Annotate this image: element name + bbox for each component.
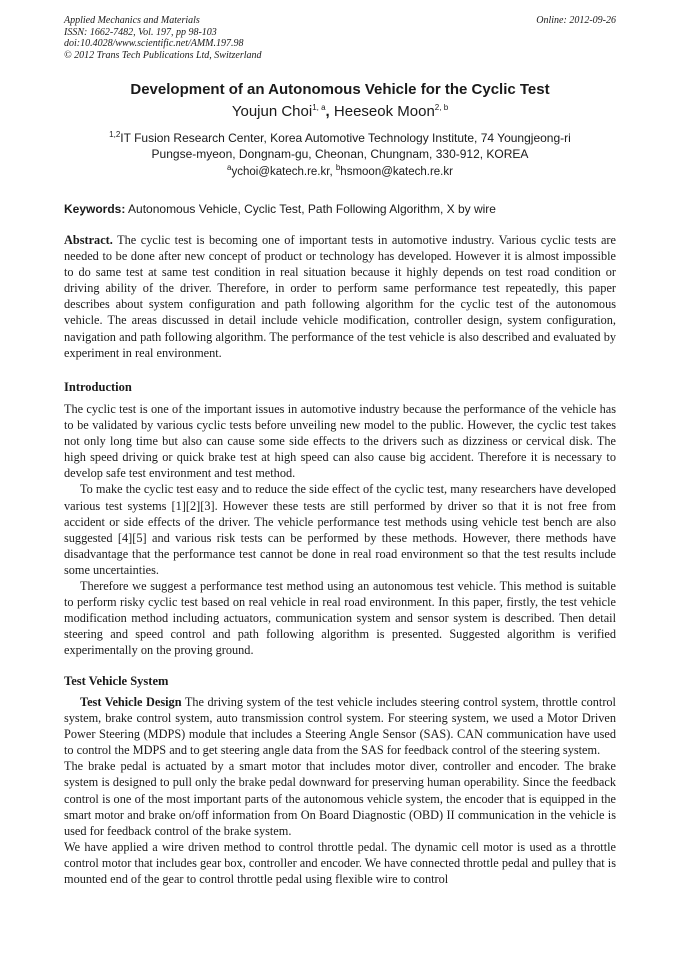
author-separator: ,: [325, 103, 334, 120]
abstract-label: Abstract.: [64, 233, 113, 247]
affiliation-line-2: Pungse-myeon, Dongnam-gu, Cheonan, Chungnam, 330-912, KOREA: [151, 147, 529, 161]
paper-title: Development of an Autonomous Vehicle for the Cyclic Test: [130, 81, 550, 98]
keywords-text: Autonomous Vehicle, Cyclic Test, Path Following Algorithm, X by wire: [125, 202, 496, 216]
introduction-paragraph-1: The cyclic test is one of the important issues in automotive industry because the performance of the vehicle has to be validated by various cyclic tests before unveiling new model to the public. However, the cyclic test takes not only long time but also can cause some side effects to the drivers such as dizziness or cervical disk. The high speed driving or quick brake test at high speed can also cause big accident. Therefore it is necessary to develop safe test environment and test method.: [64, 402, 616, 481]
email-a-sup: a: [227, 163, 232, 173]
introduction-heading: Introduction: [64, 380, 132, 394]
test-vehicle-body: [64, 694, 616, 887]
email-b[interactable]: hsmoon@katech.re.kr: [340, 166, 453, 178]
author-2-sup: 2, b: [434, 103, 449, 112]
abstract: [64, 232, 616, 361]
introduction-paragraph-3: Therefore we suggest a performance test method using an autonomous test vehicle. This method is suitable to perform risky cyclic test based on real vehicle in real road environment. In this paper, firstly, the test vehicle modification method including actuators, communication system and sensor system is described. Then detail steering and speed control and path following algorithm is presented. Suggested algorithm is verified experimentally on the proving ground.: [64, 579, 616, 658]
test-vehicle-paragraph-1: The driving system of the test vehicle includes steering control system, throttle control system, brake control system, auto transmission control system. For steering system, we used a Motor Driven Power Steering (MDPS) module that includes a Steering Angle Sensor (SAS). CAN communication have used to control the MDPS and to get steering angle data from the SAS for feedback control of the steering system.: [64, 695, 616, 758]
affiliation-sup: 1,2: [109, 130, 121, 139]
test-vehicle-paragraph-3: We have applied a wire driven method to control throttle pedal. The dynamic cell motor is used as a throttle control motor that includes gear box, controller and encoder. We have connected throttle pedal and pulley that is mounted end of the gear to control throttle pedal using flexible wire to control: [64, 839, 616, 887]
online-date: Online: 2012-09-26: [536, 15, 616, 26]
email-b-sup: b: [335, 163, 341, 173]
email-line: [64, 165, 616, 180]
author-line: [64, 103, 616, 121]
author-1-sup: 1, a: [312, 103, 326, 112]
email-a[interactable]: ychoi@katech.re.kr: [231, 166, 330, 178]
author-2-name: Heeseok Moon: [333, 103, 435, 120]
introduction-paragraph-2: To make the cyclic test easy and to reduce the side effect of the cyclic test, many researchers have developed various test systems [1][2][3]. However these tests are still performed by driver so that it is not free from accident or side effects of the driver. The vehicle performance test methods using vehicle test bench are also suggested [4][5] and various risk tests can be performed by these methods. However, there methods have disadvantage that the performance test cannot be done in real road environment so that the test results include some uncertainties.: [64, 482, 616, 577]
affiliation: [64, 130, 616, 162]
issn-line: ISSN: 1662-7482, Vol. 197, pp 98-103: [64, 26, 217, 38]
test-vehicle-design-runin: Test Vehicle Design: [80, 695, 182, 709]
affiliation-line-1: IT Fusion Research Center, Korea Automotive Technology Institute, 74 Youngjeong-ri: [120, 131, 571, 145]
author-1-name: Youjun Choi: [231, 103, 313, 120]
abstract-text: The cyclic test is becoming one of important tests in automotive industry. Various cyclic tests are needed to be done after new concept of product or technology has developed. However it is almost impossible to do same test at same test condition in real situation because it highly depends on test road condition or driving ability of the driver. Therefore, in order to perform same performance test repeatedly, this paper describes about system configuration and path following algorithm for the cyclic test of the autonomous vehicle. The areas discussed in detail include vehicle modification, controller design, system configuration, navigation and path following algorithm. The performance of the test vehicle is also described and evaluated by experiment in real environment.: [64, 233, 616, 360]
email-separator: ,: [329, 166, 336, 178]
journal-header: [64, 15, 616, 61]
journal-name: Applied Mechanics and Materials: [64, 15, 200, 26]
test-vehicle-paragraph-2: The brake pedal is actuated by a smart motor that includes motor diver, controller and encoder. The brake system is designed to pull only the brake pedal downward for preserving human operability. Since the feedback control is one of the most important parts of the autonomous vehicle system, the encoder that is equipped in the smart motor and brake on/off information from On Board Diagnostic (OBD) II communication in the vehicle is used for feedback control of the brake system.: [64, 759, 616, 838]
test-vehicle-heading: Test Vehicle System: [64, 674, 169, 688]
copyright-line: © 2012 Trans Tech Publications Ltd, Switzerland: [64, 49, 262, 61]
keywords-label: Keywords:: [64, 202, 126, 216]
introduction-body: [64, 401, 616, 659]
doi-line[interactable]: doi:10.4028/www.scientific.net/AMM.197.98: [64, 38, 244, 49]
keywords: [64, 201, 616, 217]
